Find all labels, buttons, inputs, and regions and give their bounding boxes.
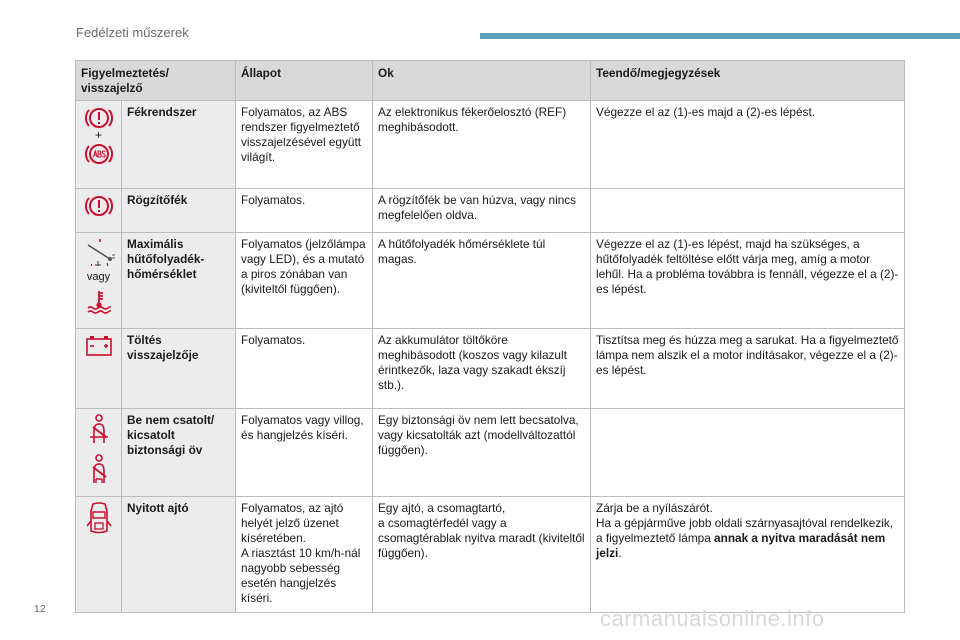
- table-row: [76, 189, 905, 233]
- door-open-icon: [84, 501, 114, 537]
- state-text: Folyamatos, az ABS rendszer figyelmeztető visszajelzésével együtt világít.: [236, 101, 373, 189]
- header-warning: Figyelmeztetés/ visszajelző: [76, 61, 236, 101]
- cause-text: Az elektronikus fékerőelosztó (REF) meghibásodott.: [373, 101, 591, 189]
- state-text: Folyamatos vagy villog, és hangjelzés kíséri.: [236, 409, 373, 497]
- table-row: [76, 409, 905, 497]
- header-accent-bar: [480, 33, 960, 39]
- icon-cell: [76, 409, 122, 497]
- icon-cell: [76, 101, 122, 189]
- icon-cell: [76, 189, 122, 233]
- battery-icon: [84, 333, 114, 357]
- cause-text: A hűtőfolyadék hőmérséklete túl magas.: [373, 233, 591, 329]
- icon-separator: +: [94, 128, 102, 142]
- state-text: Folyamatos.: [236, 329, 373, 409]
- warning-name: Fékrendszer: [122, 101, 236, 189]
- warning-name: Maximális hűtőfolyadék-hőmérséklet: [122, 233, 236, 329]
- warning-name: Töltés visszajelzője: [122, 329, 236, 409]
- abs-icon: [84, 141, 114, 167]
- icon-cell: [76, 497, 122, 613]
- coolant-gauge-icon: [82, 237, 116, 269]
- action-text: [591, 189, 905, 233]
- action-text-end: .: [618, 546, 622, 560]
- cause-text: Az akkumulátor töltőköre meghibásodott (koszos vagy kilazult érintkezők, laza vagy szakadt ékszíj stb.).: [373, 329, 591, 409]
- state-text: Folyamatos.: [236, 189, 373, 233]
- seatbelt-seat-icon: [84, 453, 114, 485]
- table-row: [76, 329, 905, 409]
- seatbelt-icon: [84, 413, 114, 445]
- warning-name: Nyitott ajtó: [122, 497, 236, 613]
- header-title: Fedélzeti műszerek: [76, 25, 189, 40]
- page-number: 12: [34, 603, 46, 615]
- table-row: [76, 497, 905, 613]
- table-row: [76, 233, 905, 329]
- warning-name: Be nem csatolt/ kicsatolt biztonsági öv: [122, 409, 236, 497]
- action-text: [591, 497, 905, 613]
- warning-lights-table: [75, 60, 905, 613]
- icon-cell: [76, 329, 122, 409]
- cause-text: A rögzítőfék be van húzva, vagy nincs megfelelően oldva.: [373, 189, 591, 233]
- state-text: Folyamatos, az ajtó helyét jelző üzenet kíséretében. A riasztást 10 km/h-nál nagyobb sebesség esetén hangjelzés kíséri.: [236, 497, 373, 613]
- state-text: Folyamatos (jelzőlámpa vagy LED), és a mutató a piros zónában van (kiviteltől függően).: [236, 233, 373, 329]
- table-header-row: [76, 61, 905, 101]
- action-text: Végezze el az (1)-es majd a (2)-es lépést.: [591, 101, 905, 189]
- icon-cell: [76, 233, 122, 329]
- icon-separator: vagy: [86, 271, 111, 283]
- warning-name: Rögzítőfék: [122, 189, 236, 233]
- header-cause: Ok: [373, 61, 591, 101]
- action-text-regular: Zárja be a nyílászárót. Ha a gépjárműve jobb oldali szárnyasajtóval rendelkezik, a figyelmeztető lámpa: [596, 501, 894, 545]
- watermark: carmanualsonline.info: [600, 606, 825, 631]
- parking-brake-icon: [84, 193, 114, 219]
- table-row: [76, 101, 905, 189]
- action-text: [591, 409, 905, 497]
- cause-text: Egy biztonsági öv nem lett becsatolva, vagy kicsatolták azt (modellváltozattól függően).: [373, 409, 591, 497]
- cause-text: Egy ajtó, a csomagtartó, a csomagtérfedél vagy a csomagtérablak nyitva maradt (kiviteltől függően).: [373, 497, 591, 613]
- coolant-temperature-icon: [84, 289, 114, 315]
- header-state: Állapot: [236, 61, 373, 101]
- action-text: Tisztítsa meg és húzza meg a sarukat. Ha a figyelmeztető lámpa nem alszik el a motor indításakor, végezze el a (2)-es lépést.: [591, 329, 905, 409]
- action-text: Végezze el az (1)-es lépést, majd ha szükséges, a hűtőfolyadék feltöltése előtt várja meg, amíg a motor lehűl. Ha a probléma továbbra is fennáll, végezze el a (2)-es lépést.: [591, 233, 905, 329]
- action-text-bold: annak a nyitva maradását nem jelzi: [596, 531, 886, 560]
- header-action: Teendő/megjegyzések: [591, 61, 905, 101]
